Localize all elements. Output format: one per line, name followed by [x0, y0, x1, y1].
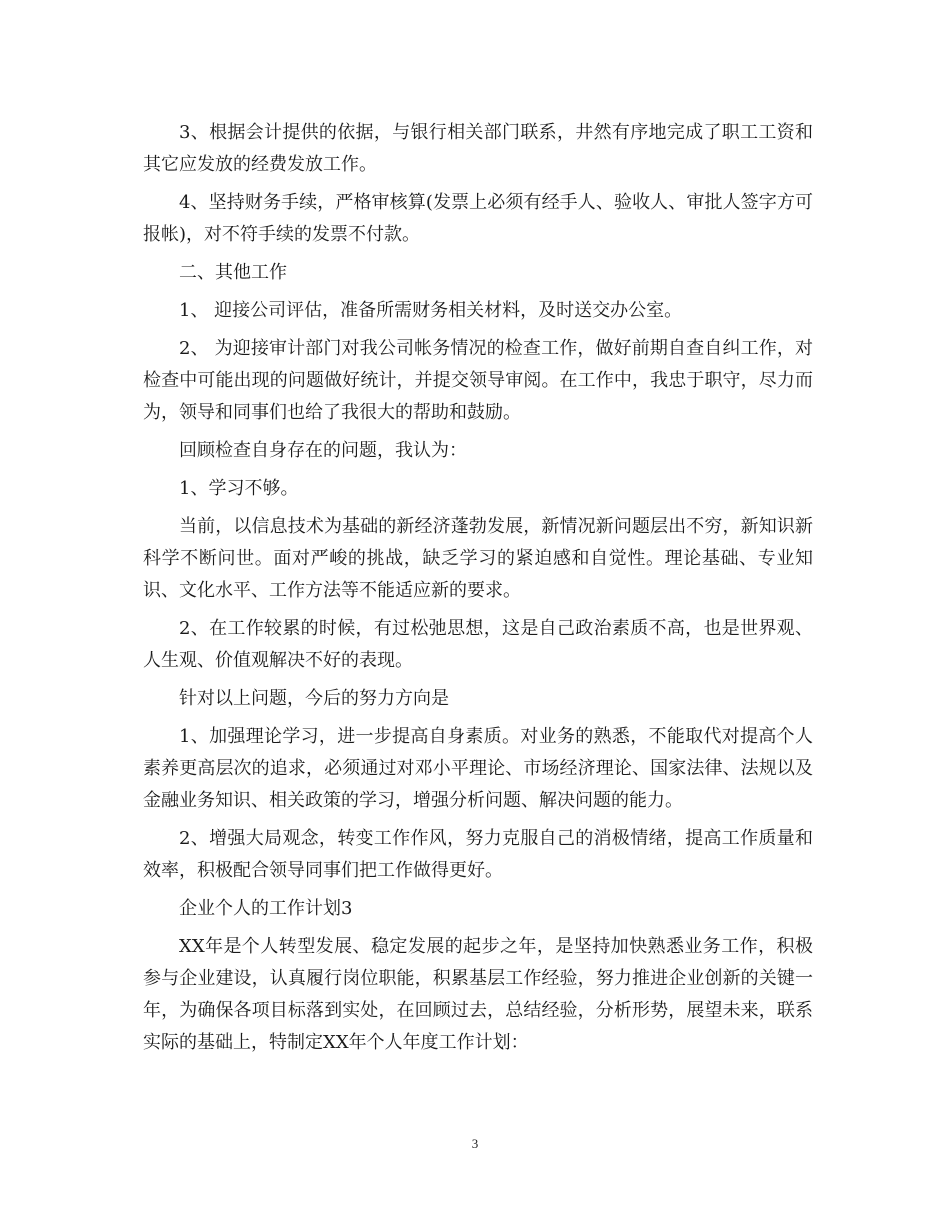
- paragraph: 2、 为迎接审计部门对我公司帐务情况的检查工作，做好前期自查自纠工作，对检查中可能出现的问题做好统计，并提交领导审阅。在工作中，我忠于职守，尽力而为，领导和同事们也给了我很大的帮助和鼓励。: [143, 338, 813, 423]
- paragraph: 3、根据会计提供的依据，与银行相关部门联系，井然有序地完成了职工工资和其它应发放的经费发放工作。: [143, 122, 813, 175]
- paragraph: 1、 迎接公司评估，准备所需财务相关材料，及时送交办公室。: [179, 300, 683, 321]
- paragraph: 2、在工作较累的时候，有过松弛思想，这是自己政治素质不高，也是世界观、人生观、价值观解决不好的表现。: [143, 618, 813, 671]
- document-body: [143, 117, 813, 1065]
- section-heading: 企业个人的工作计划3: [179, 898, 353, 919]
- paragraph: 当前，以信息技术为基础的新经济蓬勃发展，新情况新问题层出不穷，新知识新科学不断问世。面对严峻的挑战，缺乏学习的紧迫感和自觉性。理论基础、专业知识、文化水平、工作方法等不能适应新的要求。: [143, 516, 813, 601]
- paragraph: 针对以上问题，今后的努力方向是: [179, 688, 449, 709]
- paragraph: 1、学习不够。: [179, 478, 299, 499]
- section-heading: 二、其他工作: [179, 262, 287, 283]
- page-number: 3: [471, 1136, 479, 1151]
- paragraph: 1、加强理论学习，进一步提高自身素质。对业务的熟悉，不能取代对提高个人素养更高层次的追求，必须通过对邓小平理论、市场经济理论、国家法律、法规以及金融业务知识、相关政策的学习，增强分析问题、解决问题的能力。: [143, 726, 813, 811]
- paragraph: 2、增强大局观念，转变工作作风，努力克服自己的消极情绪，提高工作质量和效率，积极配合领导同事们把工作做得更好。: [143, 828, 813, 881]
- paragraph: XX年是个人转型发展、稳定发展的起步之年，是坚持加快熟悉业务工作，积极参与企业建设，认真履行岗位职能，积累基层工作经验，努力推进企业创新的关键一年，为确保各项目标落到实处，在回顾过去，总结经验，分析形势，展望未来，联系实际的基础上，特制定XX年个人年度工作计划：: [143, 936, 813, 1053]
- paragraph: 4、坚持财务手续，严格审核算(发票上必须有经手人、验收人、审批人签字方可报帐)，对不符手续的发票不付款。: [143, 192, 813, 245]
- paragraph: 回顾检查自身存在的问题，我认为：: [179, 440, 467, 461]
